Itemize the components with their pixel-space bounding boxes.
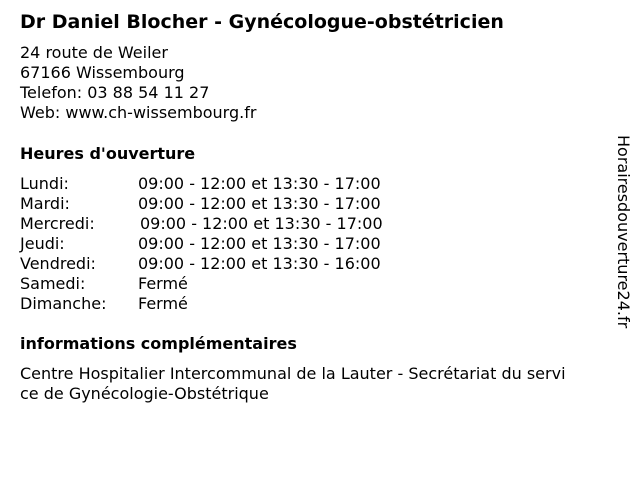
address-street: 24 route de Weiler [20, 43, 168, 62]
hours-time: 09:00 - 12:00 et 13:30 - 17:00 [138, 174, 381, 193]
hours-day: Samedi: [20, 274, 86, 293]
watermark-label: Horairesdouverture24.fr [614, 135, 633, 329]
website-link[interactable]: Web: www.ch-wissembourg.fr [20, 103, 257, 122]
phone-number: Telefon: 03 88 54 11 27 [20, 83, 210, 102]
hours-time: Fermé [138, 294, 188, 313]
address-city: 67166 Wissembourg [20, 63, 185, 82]
info-text [20, 364, 598, 404]
hours-day: Lundi: [20, 174, 69, 193]
info-heading: informations complémentaires [20, 334, 297, 353]
watermark-text [612, 135, 634, 375]
hours-day: Dimanche: [20, 294, 107, 313]
hours-time: 09:00 - 12:00 et 13:30 - 17:00 [138, 234, 381, 253]
hours-day: Mardi: [20, 194, 70, 213]
info-line: ce de Gynécologie-Obstétrique [20, 384, 269, 403]
hours-time: 09:00 - 12:00 et 13:30 - 17:00 [140, 214, 383, 233]
hours-day: Jeudi: [20, 234, 65, 253]
page-title: Dr Daniel Blocher - Gynécologue-obstétricien [20, 11, 504, 33]
hours-time: 09:00 - 12:00 et 13:30 - 17:00 [138, 194, 381, 213]
address-block [20, 43, 256, 123]
hours-day: Mercredi: [20, 214, 95, 233]
hours-time: Fermé [138, 274, 188, 293]
info-line: Centre Hospitalier Intercommunal de la Lauter - Secrétariat du servi [20, 364, 566, 383]
hours-day: Vendredi: [20, 254, 96, 273]
hours-time: 09:00 - 12:00 et 13:30 - 16:00 [138, 254, 381, 273]
hours-heading: Heures d'ouverture [20, 144, 196, 163]
